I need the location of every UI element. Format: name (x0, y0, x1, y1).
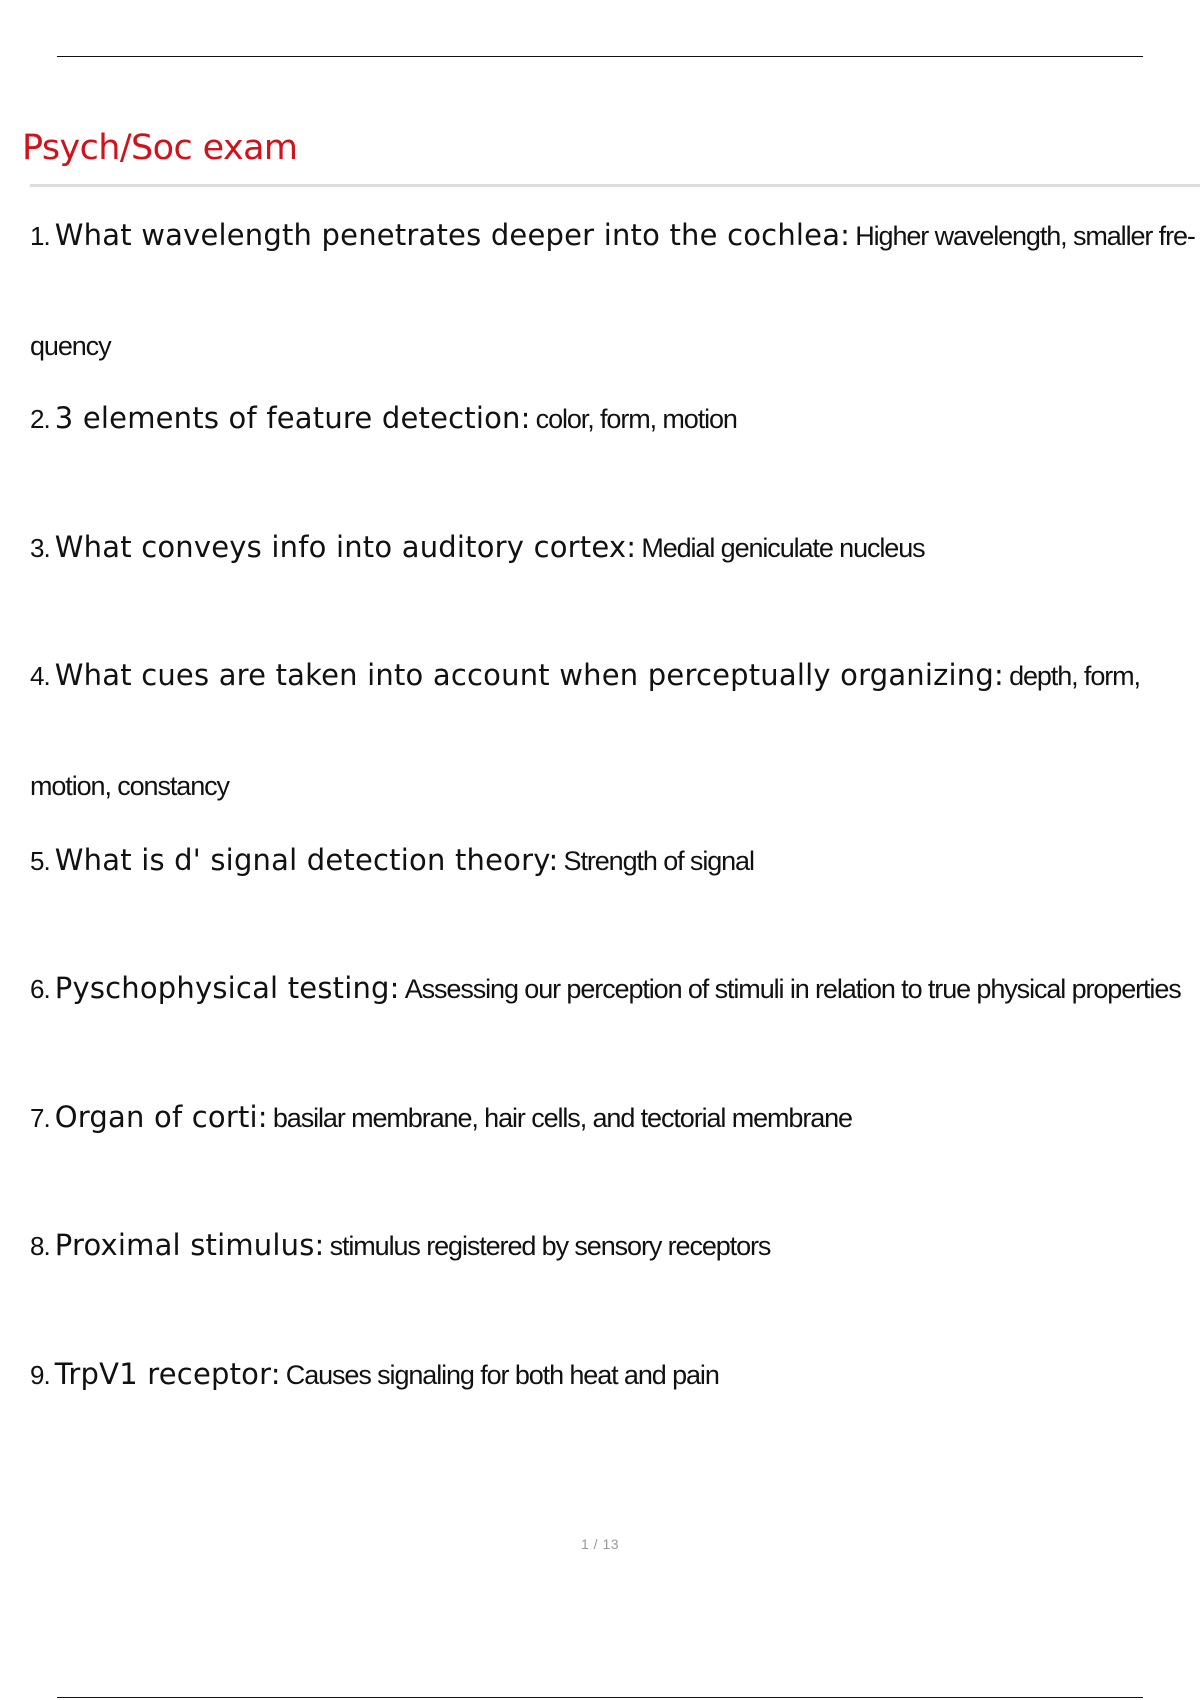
page-indicator: 1 / 13 (580, 1536, 620, 1552)
item-answer: stimulus registered by sensory receptors (329, 1231, 771, 1261)
item-question: Organ of corti: (54, 1100, 268, 1134)
qa-item-2 (30, 365, 1195, 476)
qa-item-3 (30, 494, 1195, 605)
item-number: 9. (30, 1360, 50, 1390)
qa-item-9 (30, 1321, 1195, 1432)
item-number: 1. (30, 221, 50, 251)
item-answer: depth, form, motion, constancy (30, 661, 1140, 801)
item-number: 7. (30, 1103, 50, 1133)
item-question: What cues are taken into account when perceptually organizing: (54, 658, 1004, 692)
item-number: 6. (30, 974, 50, 1004)
item-answer: basilar membrane, hair cells, and tectorial membrane (272, 1103, 852, 1133)
item-number: 8. (30, 1231, 50, 1261)
item-question: TrpV1 receptor: (54, 1357, 281, 1391)
header-rule (57, 56, 1143, 57)
footer-rule (57, 1697, 1143, 1698)
item-question: What conveys info into auditory cortex: (54, 530, 637, 564)
item-number: 5. (30, 846, 50, 876)
qa-item-5 (30, 807, 1195, 918)
item-answer: Causes signaling for both heat and pain (285, 1360, 719, 1390)
qa-item-7 (30, 1064, 1195, 1175)
item-answer: Medial geniculate nucleus (641, 533, 925, 563)
item-answer: Assessing our perception of stimuli in relation to true physical properties (404, 974, 1181, 1004)
qa-item-8 (30, 1192, 1195, 1303)
item-question: Pyschophysical testing: (54, 971, 400, 1005)
item-answer: Higher wavelength, smaller fre-quency (30, 221, 1195, 361)
item-number: 4. (30, 661, 50, 691)
item-answer: Strength of signal (563, 846, 754, 876)
item-question: Proximal stimulus: (54, 1228, 325, 1262)
qa-item-6 (30, 935, 1195, 1046)
item-question: What is d' signal detection theory: (54, 843, 559, 877)
document-title: Psych/Soc exam (22, 128, 298, 168)
item-question: 3 elements of feature detection: (54, 401, 531, 435)
item-number: 2. (30, 404, 50, 434)
item-answer: color, form, motion (535, 404, 737, 434)
item-question: What wavelength penetrates deeper into the cochlea: (54, 218, 851, 252)
item-number: 3. (30, 533, 50, 563)
